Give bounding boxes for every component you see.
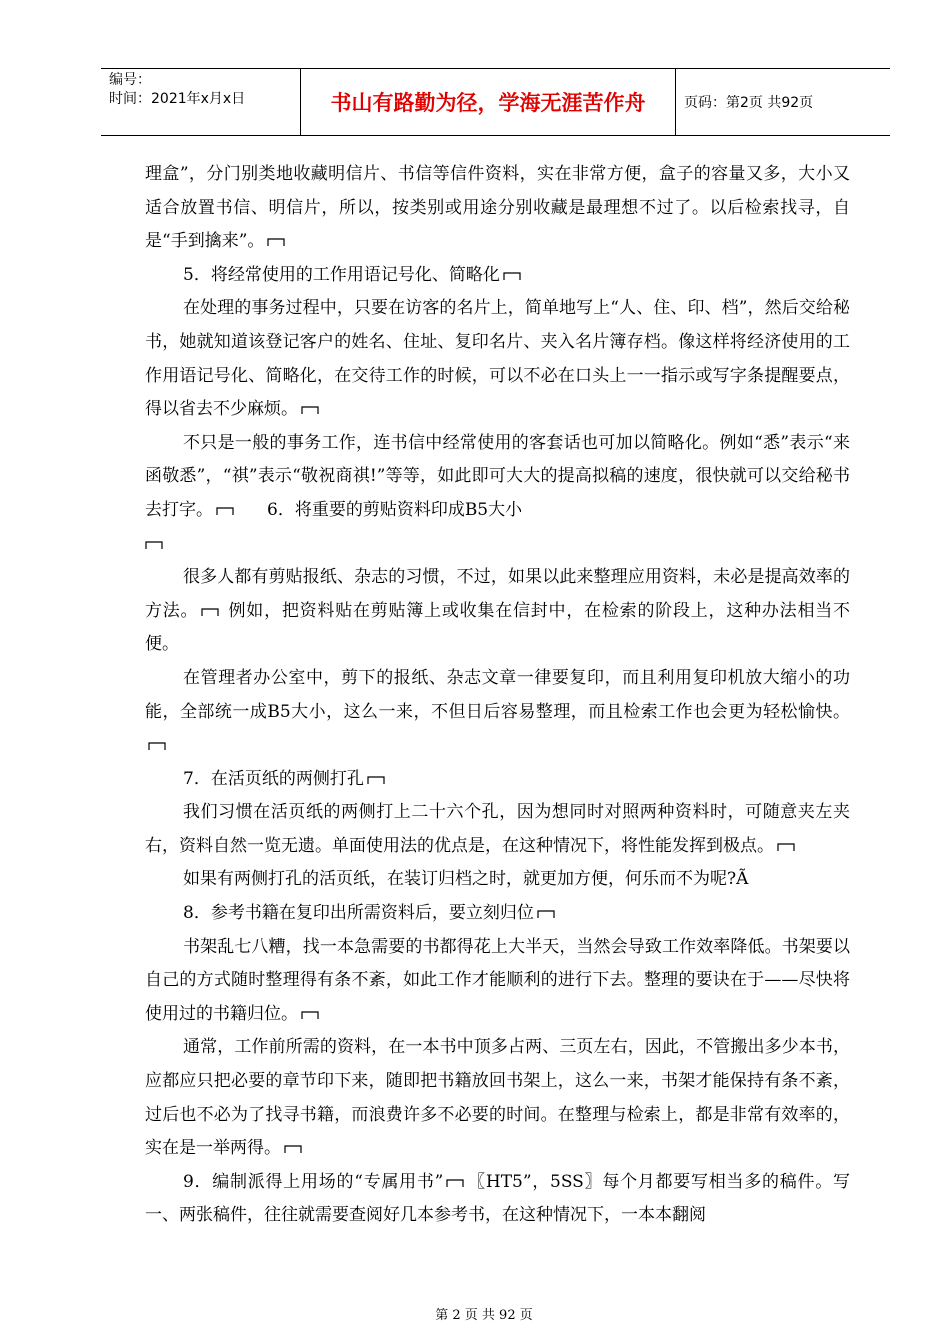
section-heading [145, 897, 850, 931]
paragraph-mark-icon [301, 404, 319, 414]
paragraph-text: 在管理者办公室中，剪下的报纸、杂志文章一律要复印，而且利用复印机放大缩小的功能，全部统一成B5大小，这么一来，不但日后容易整理，而且检索工作也会更为轻松愉快。 [145, 667, 850, 722]
page-header [101, 68, 890, 136]
paragraph-text: 书架乱七八糟，找一本急需要的书都得花上大半天，当然会导致工作效率降低。书架要以自己的方式随时整理得有条不紊，如此工作才能顺利的进行下去。整理的要诀在于——尽快将使用过的书籍归位。 [145, 936, 850, 1024]
paragraph-mark-icon [216, 505, 234, 515]
heading-text: 7．在活页纸的两侧打孔 [183, 768, 364, 789]
paragraph-mark-icon [267, 236, 285, 246]
paragraph [145, 796, 850, 863]
paragraph [145, 863, 850, 897]
paragraph-text: 不只是一般的事务工作，连书信中经常使用的客套话也可加以简略化。例如“悉”表示“来函敬悉”，“祺”表示“敬祝商祺!”等等，如此即可大大的提高拟稿的速度，很快就可以交给秘书去打字。 [145, 432, 850, 520]
paragraph [145, 1031, 850, 1165]
page-footer: 第 2 页 共 92 页 [435, 1308, 533, 1323]
paragraph-mark-icon [777, 841, 795, 851]
number-label: 编号： [109, 72, 151, 88]
paragraph [145, 931, 850, 1032]
heading-text: 5．将经常使用的工作用语记号化、简略化 [183, 264, 500, 285]
paragraph-text: 通常，工作前所需的资料，在一本书中顶多占两、三页左右，因此，不管搬出多少本书，应都应只把必要的章节印下来，随即把书籍放回书架上，这么一来，书架才能保持有条不紊，过后也不必为了找寻书籍，而浪费许多不必要的时间。在整理与检索上，都是非常有效率的，实在是一举两得。 [145, 1037, 850, 1159]
paragraph [145, 292, 850, 426]
section-heading [145, 259, 850, 293]
paragraph [145, 561, 850, 662]
section-heading [145, 763, 850, 797]
header-meta [101, 69, 301, 135]
paragraph-text: 很多人都有剪贴报纸、杂志的习惯，不过，如果以此来整理应用资料，未必是提高效率的方法。 [145, 567, 850, 621]
paragraph-text: 理盒”，分门别类地收藏明信片、书信等信件资料，实在非常方便，盒子的容量又多，大小又适合放置书信、明信片，所以，按类别或用途分别收藏是最理想不过了。以后检索找寻，自是“手到擒来”。 [145, 164, 850, 252]
paragraph-mark-icon [446, 1177, 464, 1187]
heading-text: 8．参考书籍在复印出所需资料后，要立刻归位 [183, 903, 534, 924]
paragraph-text: 〖HT5”，5SS〗每个月都要写相当多的稿件。写一、两张稿件，往往就需要查阅好几本参考书，在这种情况下，一本本翻阅 [145, 1171, 850, 1226]
paragraph [145, 427, 850, 561]
header-motto: 书山有路勤为径，学海无涯苦作舟 [301, 69, 676, 135]
paragraph [145, 158, 850, 259]
paragraph [145, 662, 850, 763]
section-heading-text: 6．将重要的剪贴资料印成B5大小 [267, 499, 523, 520]
paragraph-text: 在处理的事务过程中，只要在访客的名片上，简单地写上“人、住、印、档”，然后交给秘书，她就知道该登记客户的姓名、住址、复印名片、夹入名片簿存档。像这样将经济使用的工作用语记号化、简略化，在交待工作的时候，可以不必在口头上一一指示或写字条提醒要点，得以省去不少麻烦。 [145, 298, 850, 420]
paragraph-mark-icon [367, 774, 385, 784]
date-label: 时间：2021年x月x日 [109, 91, 246, 107]
paragraph [145, 1166, 850, 1233]
section-heading-text: 9．编制派得上用场的“专属用书” [183, 1171, 444, 1192]
paragraph-mark-icon [503, 270, 521, 280]
paragraph-text: 我们习惯在活页纸的两侧打上二十六个孔，因为想同时对照两种资料时，可随意夹左夹右，资料自然一览无遗。单面使用法的优点是，在这种情况下，将性能发挥到极点。 [145, 802, 850, 856]
paragraph-mark-icon [145, 539, 163, 549]
paragraph-mark-icon [201, 606, 219, 616]
document-body [145, 158, 850, 1233]
paragraph-text: 如果有两侧打孔的活页纸，在装订归档之时，就更加方便，何乐而不为呢?Ã [183, 869, 749, 890]
header-page-info: 页码：第2页 共92页 [684, 95, 814, 111]
paragraph-mark-icon [301, 1009, 319, 1019]
paragraph-mark-icon [284, 1143, 302, 1153]
paragraph-mark-icon [148, 740, 166, 750]
paragraph-mark-icon [537, 908, 555, 918]
paragraph-text: 例如，把资料贴在剪贴簿上或收集在信封中，在检索的阶段上，这种办法相当不便。 [145, 600, 851, 655]
